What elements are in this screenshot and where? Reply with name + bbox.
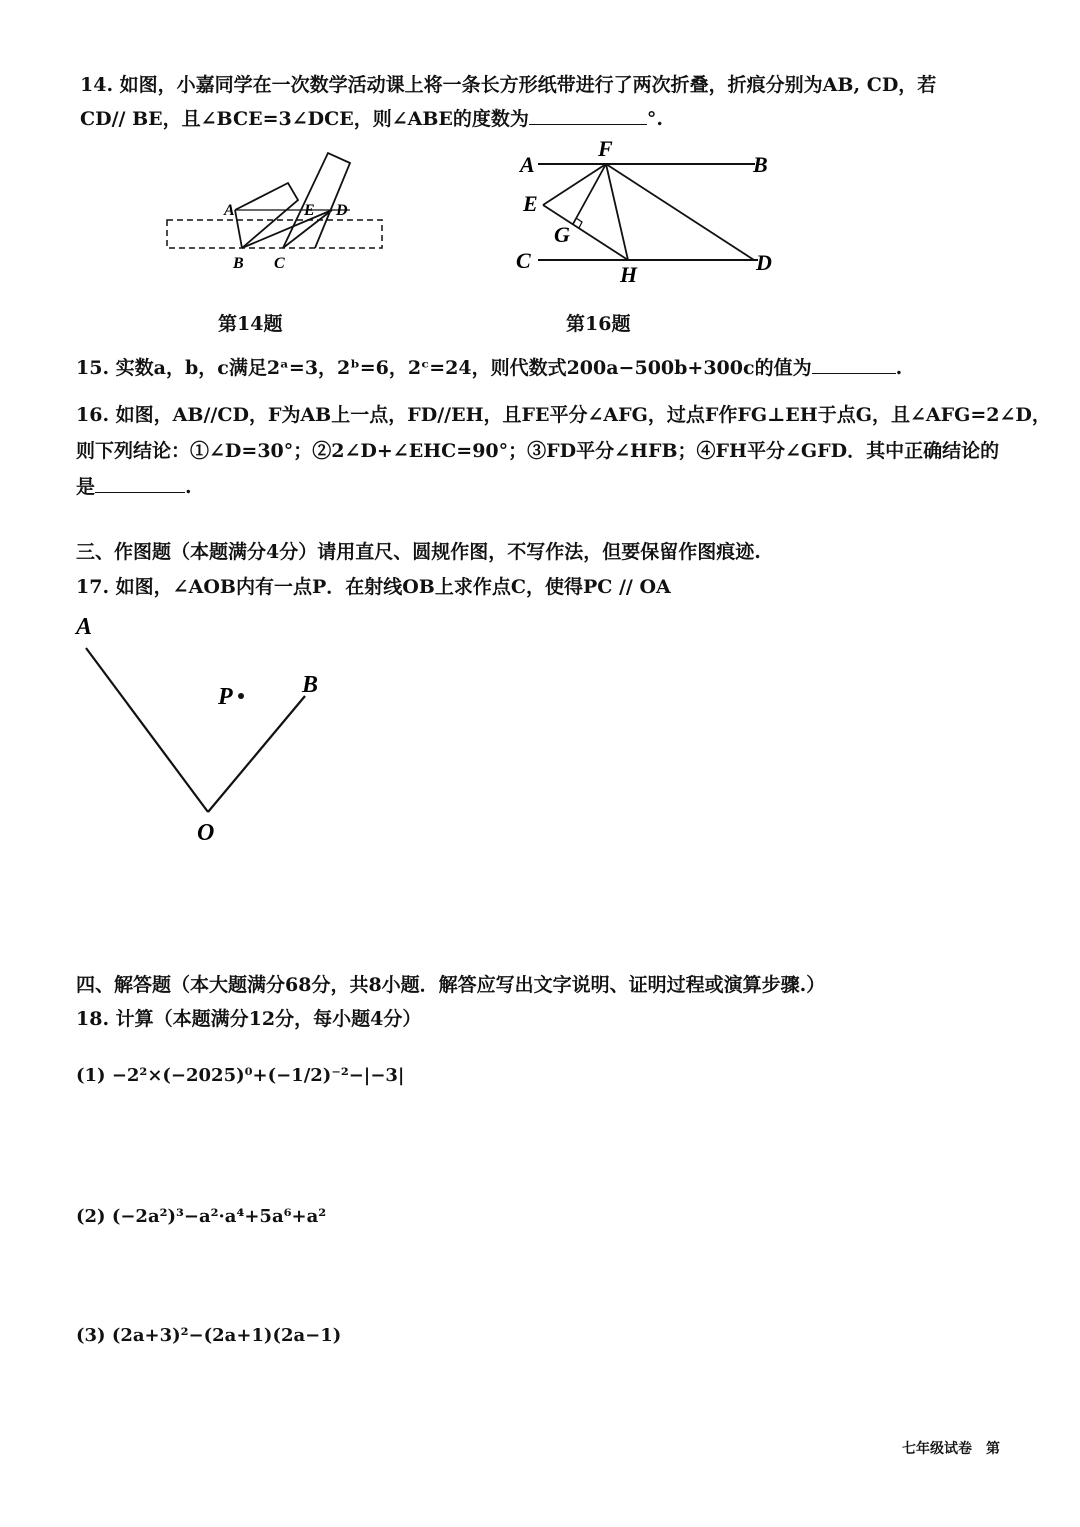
fig16-label-f: F [598, 138, 613, 161]
q15-answer-blank[interactable] [812, 351, 896, 374]
fig14-caption: 第14题 [218, 313, 283, 335]
q18-text: 18. 计算（本题满分12分，每小题4分） [76, 1008, 422, 1030]
fig14-label-a: A [224, 202, 235, 219]
q17-text: 17. 如图，∠AOB内有一点P．在射线OB上求作点C，使得PC // OA [76, 576, 671, 598]
q16-line3 [76, 470, 192, 504]
q14-line2-pre: CD// BE，且∠BCE=3∠DCE，则∠ABE的度数为 [80, 108, 529, 130]
figure-14 [150, 145, 400, 280]
fig16-label-a: A [520, 152, 535, 177]
fig16-label-b: B [753, 152, 768, 177]
section4-heading: 四、解答题（本大题满分68分，共8小题．解答应写出文字说明、证明过程或演算步骤.） [76, 974, 826, 996]
q16-line3-pre: 是 [76, 476, 96, 498]
figure-17 [70, 608, 340, 848]
line-be [242, 210, 332, 248]
point-p-dot [238, 693, 244, 699]
crease-ab [235, 210, 242, 248]
fig14-label-c: C [274, 255, 285, 272]
fig16-label-d: D [756, 250, 772, 275]
segment-fg [573, 164, 606, 224]
section3-heading: 三、作图题（本题满分4分）请用直尺、圆规作图，不写作法，但要保留作图痕迹. [76, 541, 761, 563]
q18-part1: (1) −2²×(−2025)⁰+(−1/2)⁻²−|−3| [76, 1065, 405, 1086]
fig17-label-o: O [197, 820, 215, 846]
fold-flap-right [283, 153, 350, 248]
q16-line3-post: . [185, 476, 192, 498]
q15-text-pre: 15. 实数a，b，c满足2ᵃ=3，2ᵇ=6，2ᶜ=24，则代数式200a−500b+300c的值为 [76, 357, 812, 379]
q15-text-post: . [895, 357, 903, 379]
ray-oa [86, 648, 208, 812]
fig17-label-a: A [76, 614, 93, 640]
q18-part2: (2) (−2a²)³−a²·a⁴+5a⁶+a² [76, 1206, 327, 1227]
q16-answer-blank[interactable] [95, 470, 185, 493]
fig16-label-h: H [620, 262, 638, 287]
segment-fd [606, 164, 754, 260]
fig16-label-e: E [523, 191, 538, 216]
q15-text [76, 351, 902, 385]
q16-line2: 则下列结论：①∠D=30°；②2∠D+∠EHC=90°；③FD平分∠HFB；④FH平分∠GFD．其中正确结论的 [76, 440, 1000, 462]
fig16-caption: 第16题 [566, 313, 631, 335]
fig14-label-d: D [336, 202, 348, 219]
page-footer: 七年级试卷 第 [902, 1441, 1000, 1457]
fig14-label-b: B [233, 255, 244, 272]
q18-part3: (3) (2a+3)²−(2a+1)(2a−1) [76, 1325, 342, 1346]
fig16-label-c: C [516, 248, 531, 273]
fig14-label-e: E [304, 202, 315, 219]
q16-line1: 16. 如图，AB//CD，F为AB上一点，FD//EH，且FE平分∠AFG，过点F作FG⊥EH于点G，且∠AFG=2∠D， [76, 404, 1051, 426]
fig16-label-g: G [554, 222, 570, 247]
segment-fe [543, 164, 606, 205]
q14-line2-post: °. [646, 108, 664, 130]
figure-16 [510, 138, 790, 288]
q14-line1: 14. 如图，小嘉同学在一次数学活动课上将一条长方形纸带进行了两次折叠，折痕分别为AB, CD，若 [80, 74, 937, 96]
ray-ob [208, 696, 305, 812]
segment-fh [606, 164, 628, 260]
q14-answer-blank[interactable] [529, 102, 647, 125]
fig17-label-p: P [218, 684, 233, 710]
fig17-label-b: B [302, 672, 319, 698]
q14-line2 [80, 102, 663, 136]
